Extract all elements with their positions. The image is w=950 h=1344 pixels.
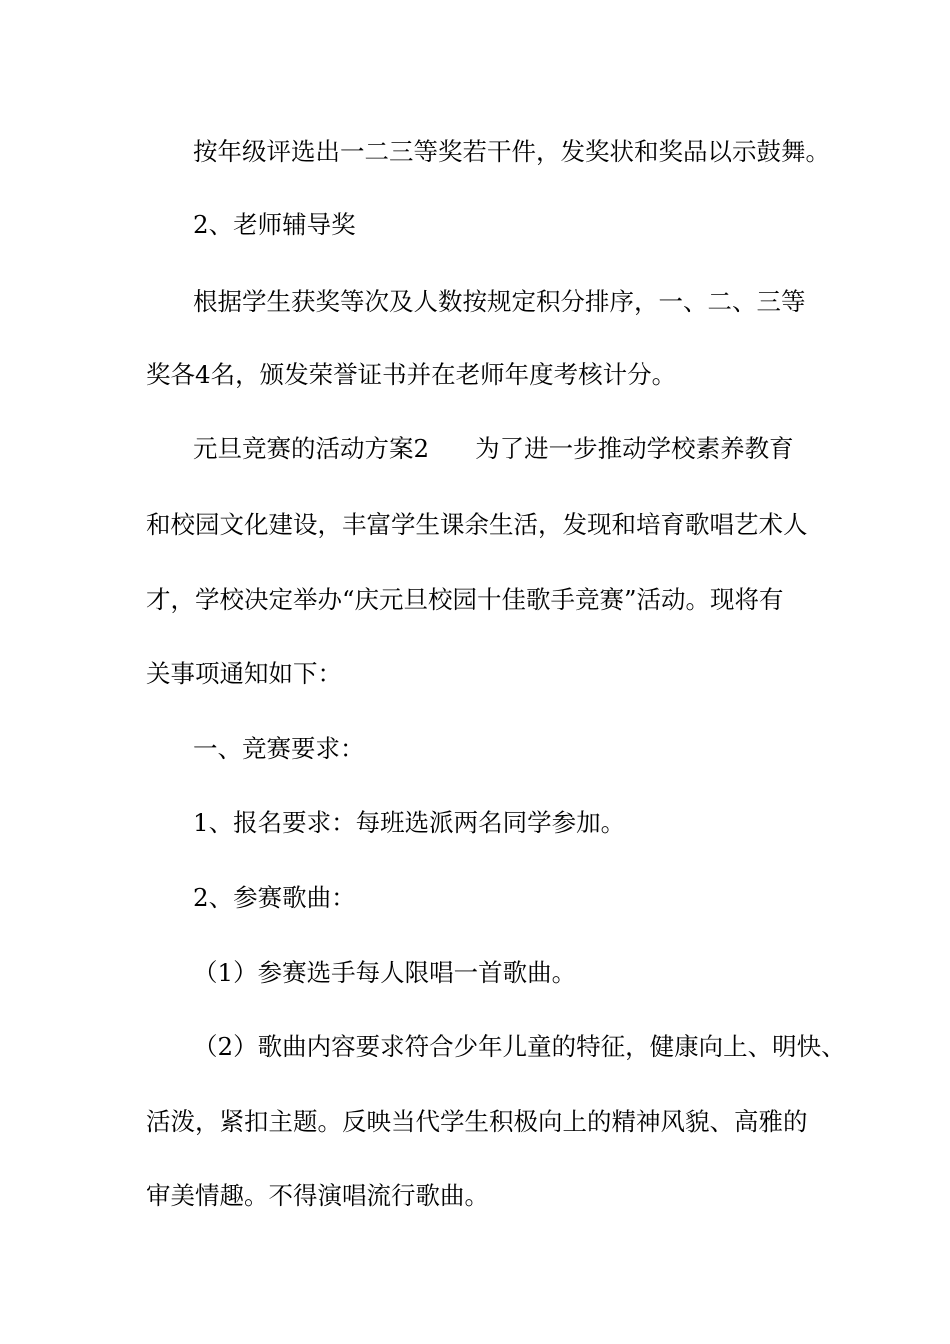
paragraph-line: 1、报名要求：每班选派两名同学参加。	[193, 808, 626, 837]
paragraph-line: 关事项通知如下：	[146, 659, 342, 688]
paragraph-line: 审美情趣。不得演唱流行歌曲。	[146, 1181, 489, 1210]
paragraph-line: 根据学生获奖等次及人数按规定积分排序，一、二、三等	[193, 287, 806, 316]
paragraph-line: 才，学校决定举办“庆元旦校园十佳歌手竞赛”活动。现将有	[146, 585, 784, 614]
paragraph-line: 按年级评选出一二三等奖若干件，发奖状和奖品以示鼓舞。	[193, 137, 830, 166]
section-heading: 一、竞赛要求：	[193, 734, 365, 763]
section-heading: 2、参赛歌曲：	[193, 883, 356, 912]
paragraph-line	[193, 433, 873, 465]
document-title: 元旦竞赛的活动方案2	[193, 434, 430, 463]
paragraph-text: 为了进一步推动学校素养教育	[475, 434, 794, 463]
paragraph-line: （1）参赛选手每人限唱一首歌曲。	[193, 958, 577, 987]
paragraph-line: 和校园文化建设，丰富学生课余生活，发现和培育歌唱艺术人	[146, 510, 808, 539]
paragraph-line: 奖各4名，颁发荣誉证书并在老师年度考核计分。	[146, 360, 677, 389]
section-heading: 2、老师辅导奖	[193, 210, 356, 239]
paragraph-line: 活泼，紧扣主题。反映当代学生积极向上的精神风貌、高雅的	[146, 1107, 808, 1136]
paragraph-line: （2）歌曲内容要求符合少年儿童的特征，健康向上、明快、	[193, 1032, 846, 1061]
